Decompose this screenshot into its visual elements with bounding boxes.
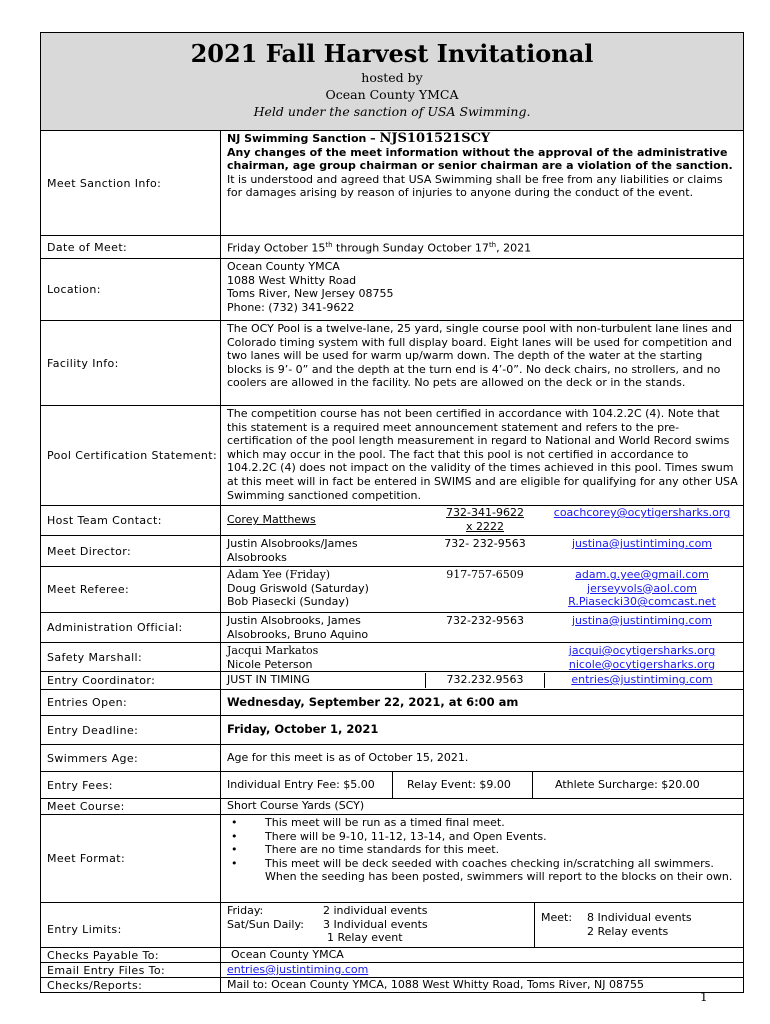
row-entries-open [41,690,743,716]
row-facility [41,321,743,406]
individual-fee: Individual Entry Fee: $5.00 [221,772,393,798]
date-sup1: th [325,240,333,249]
admin-phone: 732-232-9563 [446,614,524,627]
meet-info-table [40,32,744,993]
referee-email-friday[interactable]: adam.g.yee@gmail.com [575,568,709,581]
host-contact-value [221,506,743,535]
sanction-value [221,131,743,235]
director-name-cont: Alsobrooks [227,550,287,564]
pool-cert-value: The competition course has not been certified in accordance with 104.2.2C (4). Note that this statement is a required meet announcement statement and refers to the pre-certification of the pool length measurement in regard to National and World Record swims which may occur in the pool. The fact that this pool is not certified in accordance to 104.2.2C (4) does not impact on the validity of the times achieved in this pool. Times swum at this meet will in fact be entered in SWIMS and are eligible for qualifying for any other USA Swimming sanctioned competition. [227,407,738,502]
row-entry-deadline [41,716,743,745]
meet-course-label: Meet Course: [41,799,221,814]
coordinator-value [221,672,743,689]
referee-email-sunday[interactable]: R.Piasecki30@comcast.net [568,595,716,609]
facility-label: Facility Info: [41,321,221,405]
entries-open-label: Entries Open: [41,690,221,715]
location-line: 1088 West Whitty Road [227,273,357,287]
referee-phone: 917-757-6509 [446,568,524,581]
row-sanction [41,131,743,236]
friday-limit-label: Friday: [227,904,264,917]
page-title: 2021 Fall Harvest Invitational [190,39,594,68]
list-item: • This meet will be deck seeded with coaches checking in/scratching all swimmers. When the seeding has been posted, swimmers will report to the blocks on their own. [265,857,739,884]
entry-fees-value [221,772,743,798]
sanction-warning: Any changes of the meet information without the approval of the administrative chairman, age group chairman or senior chairman are a violation of the sanction. [227,145,733,173]
row-swimmers-age [41,745,743,772]
meet-format-value [221,815,743,902]
list-item: • This meet will be run as a timed final meet. [265,816,739,830]
facility-value: The OCY Pool is a twelve-lane, 25 yard, single course pool with non-turbulent lane lines and Colorado timing system with full display board. Eight lanes will be used for competition and two lanes will be used for warm up/warm down. The depth of the water at the starting blocks is 9’- 0” and the depth at the turn end is 4’-0”. No deck chairs, no strollers, and no coolers are allowed in the facility. No pets are allowed on the deck or in the stands. [227,322,733,390]
admin-name-cont: Alsobrooks, Bruno Aquino [227,627,369,641]
location-line: Toms River, New Jersey 08755 [227,287,394,301]
safety-label: Safety Marshall: [41,643,221,671]
row-safety-marshall [41,643,743,672]
row-meet-course [41,799,743,815]
safety-email-1[interactable]: jacqui@ocytigersharks.org [568,644,716,657]
row-email-entry [41,963,743,978]
satsun-limit-label: Sat/Sun Daily: [227,917,304,931]
checks-payable-label: Checks Payable To: [41,948,221,962]
meet-limit-value-2: 2 Relay events [587,924,669,938]
row-checks-payable [41,948,743,963]
safety-email-2[interactable]: nicole@ocytigersharks.org [568,657,716,671]
sanction-liability: It is understood and agreed that USA Swimming shall be free from any liabilities or claims for damages arising by reason of injuries to anyone during the conduct of the event. [227,172,723,200]
date-value [221,236,743,258]
director-label: Meet Director: [41,536,221,566]
location-label: Location: [41,259,221,320]
swimmers-age-value: Age for this meet is as of October 15, 2021. [227,751,469,765]
date-label: Date of Meet: [41,236,221,258]
row-location [41,259,743,321]
checks-payable-value: Ocean County YMCA [231,948,344,961]
date-part2: through Sunday October 17 [332,241,489,255]
row-meet-director [41,536,743,567]
row-meet-format [41,815,743,903]
list-item: • There will be 9-10, 11-12, 13-14, and Open Events. [265,830,739,844]
satsun-limit-value: 3 Individual events [323,917,428,931]
referee-label: Meet Referee: [41,567,221,612]
hosted-by: hosted by [361,70,423,85]
coordinator-email[interactable]: entries@justintiming.com [571,673,713,686]
row-pool-certification [41,406,743,506]
meet-format-label: Meet Format: [41,815,221,902]
checks-reports-label: Checks/Reports: [41,978,221,992]
host-name: Ocean County YMCA [325,87,459,102]
date-sup2: th [488,240,497,249]
sanction-prefix: NJ Swimming Sanction – [227,132,380,145]
date-part3: , 2021 [496,241,532,255]
athlete-surcharge: Athlete Surcharge: $20.00 [555,778,700,792]
referee-value [221,567,743,612]
admin-value [221,613,743,642]
sanction-label: Meet Sanction Info: [41,131,221,235]
email-entry-label: Email Entry Files To: [41,963,221,977]
location-line: Ocean County YMCA [227,260,340,273]
sanction-number: NJS101521SCY [379,131,491,146]
referee-name-friday: Adam Yee (Friday) [227,568,331,581]
date-part1: Friday October 15 [227,241,326,255]
row-host-contact [41,506,743,536]
coordinator-phone: 732.232.9563 [425,673,545,688]
row-date [41,236,743,259]
safety-name-2: Nicole Peterson [227,657,313,671]
entry-limits-value [221,903,743,947]
relay-fee: Relay Event: $9.00 [393,772,533,798]
host-contact-name[interactable]: Corey Matthews [227,513,316,526]
director-phone: 732- 232-9563 [444,537,526,550]
meet-course-value: Short Course Yards (SCY) [227,799,365,812]
row-meet-referee [41,567,743,613]
entries-open-value: Wednesday, September 22, 2021, at 6:00 am [227,694,519,709]
referee-email-saturday[interactable]: jerseyvols@aol.com [587,581,697,595]
checks-reports-value: Mail to: Ocean County YMCA, 1088 West Whitty Road, Toms River, NJ 08755 [227,978,644,991]
admin-label: Administration Official: [41,613,221,642]
email-entry-value[interactable]: entries@justintiming.com [227,963,369,976]
director-name: Justin Alsobrooks/James [227,537,358,550]
meet-limit-value-1: 8 Individual events [587,911,692,924]
pool-cert-label: Pool Certification Statement: [41,406,221,505]
entry-deadline-label: Entry Deadline: [41,716,221,744]
satsun-relay-limit: 1 Relay event [327,931,403,945]
director-email[interactable]: justina@justintiming.com [571,537,713,550]
referee-name-sunday: Bob Piasecki (Sunday) [227,595,350,609]
document-header [41,33,743,131]
admin-email[interactable]: justina@justintiming.com [571,614,713,627]
safety-value [221,643,743,671]
meet-limit-label: Meet: [541,911,573,924]
director-value [221,536,743,566]
referee-name-saturday: Doug Griswold (Saturday) [227,581,369,595]
page-number: 1 [700,990,708,1004]
list-item: • There are no time standards for this meet. [265,843,739,857]
coordinator-name: JUST IN TIMING [227,673,310,686]
row-entry-fees [41,772,743,799]
location-value [221,259,743,320]
friday-limit-value: 2 individual events [323,904,428,917]
safety-name-1: Jacqui Markatos [227,644,319,657]
host-contact-phone[interactable]: 732-341-9622 [446,506,524,519]
row-admin-official [41,613,743,643]
host-contact-ext: x 2222 [465,519,504,533]
meet-format-list [227,816,739,884]
swimmers-age-label: Swimmers Age: [41,745,221,771]
coordinator-label: Entry Coordinator: [41,672,221,689]
location-phone: Phone: (732) 341-9622 [227,300,355,314]
host-contact-email[interactable]: coachcorey@ocytigersharks.org [553,506,731,519]
row-checks-reports [41,978,743,992]
entry-deadline-value: Friday, October 1, 2021 [227,722,379,737]
entry-fees-label: Entry Fees: [41,772,221,798]
admin-name: Justin Alsobrooks, James [227,614,361,627]
row-entry-coordinator [41,672,743,690]
sanction-line: Held under the sanction of USA Swimming. [253,104,531,119]
entry-limits-label: Entry Limits: [41,903,221,947]
host-contact-label: Host Team Contact: [41,506,221,535]
row-entry-limits [41,903,743,948]
